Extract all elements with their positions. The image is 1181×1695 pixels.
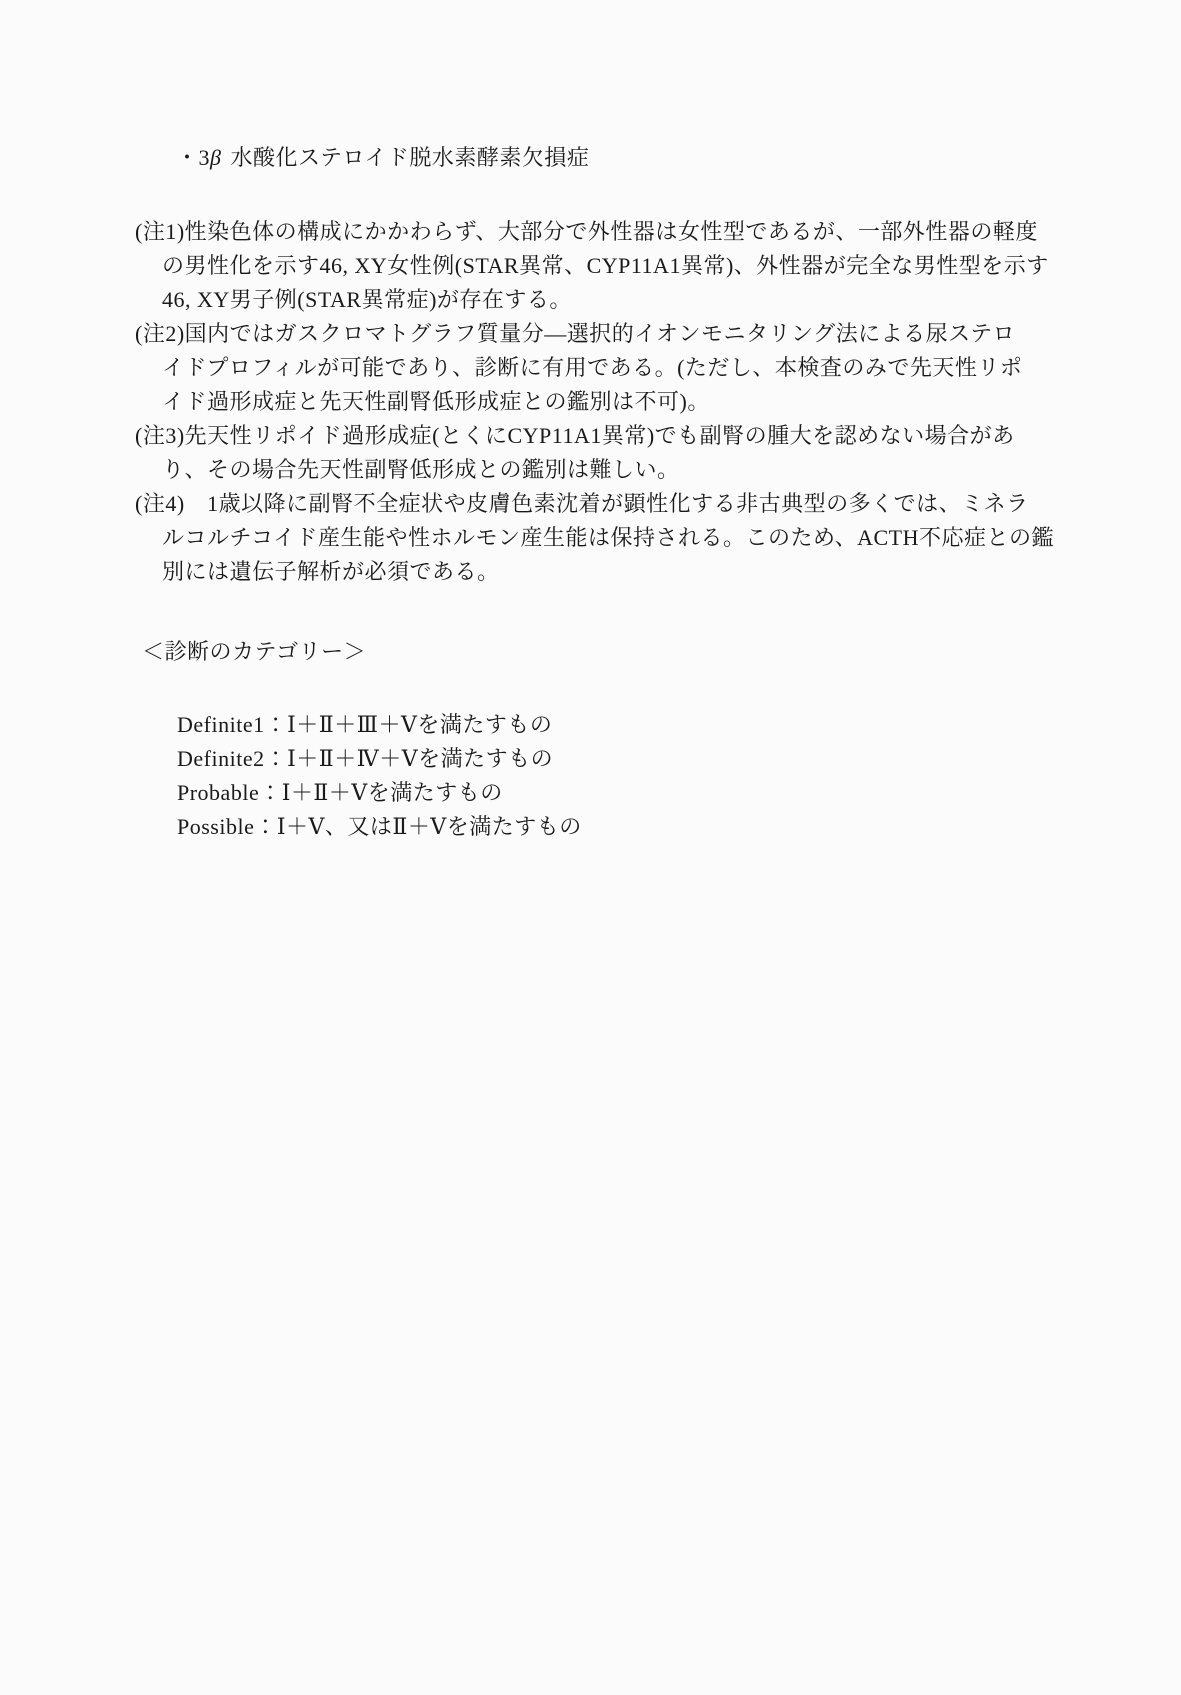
note3-line1: (注3)先天性リポイド過形成症(とくにCYP11A1異常)でも副腎の腫大を認めない場合があ: [135, 423, 1015, 448]
note4-line2: ルコルチコイド産生能や性ホルモン産生能は保持される。このため、ACTH不応症との鑑: [162, 525, 1054, 550]
note2-line2: イドプロフィルが可能であり、診断に有用である。(ただし、本検査のみで先天性リポ: [162, 355, 1023, 380]
note1-line1: (注1)性染色体の構成にかかわらず、大部分で外性器は女性型であるが、一部外性器の軽度: [135, 219, 1038, 244]
bullet-text: 水酸化ステロイド脱水素酵素欠損症: [230, 145, 590, 170]
bullet-number: 3: [198, 145, 211, 170]
category-heading: ＜診断のカテゴリー＞: [142, 639, 367, 664]
note2-line3: イド過形成症と先天性副腎低形成症との鑑別は不可)。: [162, 389, 710, 414]
note1-line3: 46, XY男子例(STAR異常症)が存在する。: [162, 287, 572, 312]
bullet-item: [176, 141, 1141, 175]
beta-symbol: β: [210, 145, 222, 170]
category-probable: Probable：Ⅰ＋Ⅱ＋Ⅴを満たすもの: [177, 780, 503, 805]
document-content: [135, 141, 1141, 844]
bullet-marker: ・: [176, 145, 199, 170]
category-list: [135, 708, 1141, 844]
note3-line2: り、その場合先天性副腎低形成との鑑別は難しい。: [162, 457, 680, 482]
note4-line3: 別には遺伝子解析が必須である。: [162, 559, 500, 584]
category-possible: Possible：Ⅰ＋Ⅴ、又はⅡ＋Ⅴを満たすもの: [177, 814, 582, 839]
notes-section: [135, 215, 1141, 589]
note4-line1: (注4) 1歳以降に副腎不全症状や皮膚色素沈着が顕性化する非古典型の多くでは、ミネラ: [135, 491, 1029, 516]
category-definite2: Definite2：Ⅰ＋Ⅱ＋Ⅳ＋Ⅴを満たすもの: [177, 746, 554, 771]
note1-line2: の男性化を示す46, XY女性例(STAR異常、CYP11A1異常)、外性器が完全な男性型を示す: [162, 253, 1049, 278]
note2-line1: (注2)国内ではガスクロマトグラフ質量分―選択的イオンモニタリング法による尿ステロ: [135, 321, 1016, 346]
category-definite1: Definite1：Ⅰ＋Ⅱ＋Ⅲ＋Ⅴを満たすもの: [177, 712, 553, 737]
